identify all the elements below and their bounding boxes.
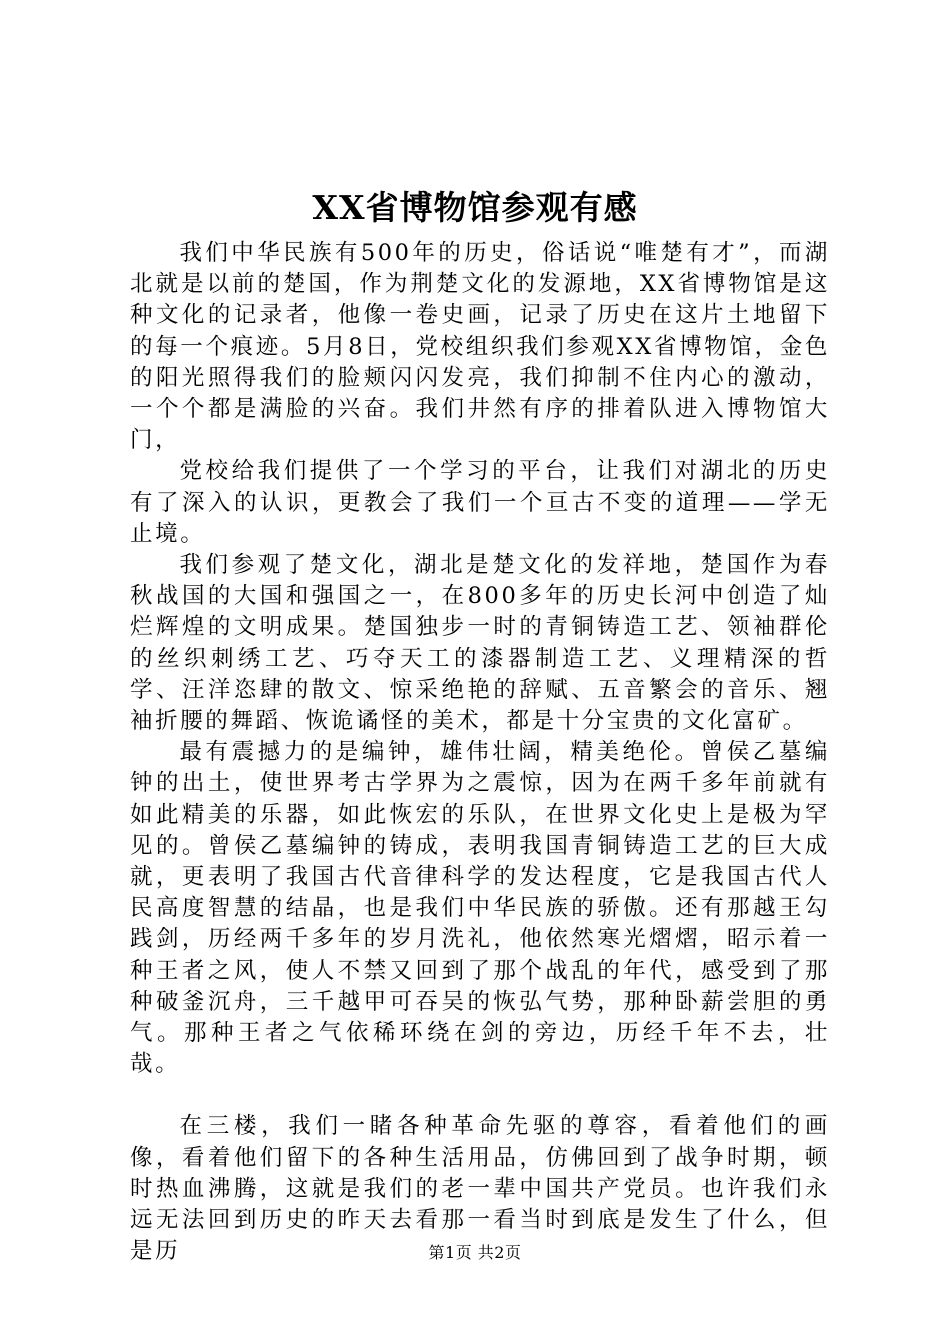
paragraph: 在三楼，我们一睹各种革命先驱的尊容，看着他们的画像，看着他们留下的各种生活用品，仿佛回到了战争时期，顿时热血沸腾，这就是我们的老一辈中国共产党员。也许我们永远无法回到历史的昨天去看那一看当时到底是发生了什么，但是历 [130,1113,830,1265]
paragraph: 党校给我们提供了一个学习的平台，让我们对湖北的历史有了深入的认识，更教会了我们一个亘古不变的道理——学无止境。 [130,458,830,547]
page-footer: 第1页 共2页 [428,1243,522,1262]
paragraph: 我们参观了楚文化，湖北是楚文化的发祥地，楚国作为春秋战国的大国和强国之一，在800多年的历史长河中创造了灿烂辉煌的文明成果。楚国独步一时的青铜铸造工艺、领袖群伦的丝织刺绣工艺、巧夺天工的漆器制造工艺、义理精深的哲学、汪洋恣肆的散文、惊采绝艳的辞赋、五音繁会的音乐、翘袖折腰的舞蹈、恢诡谲怪的美术，都是十分宝贵的文化富矿。 [130,552,830,735]
paragraph: 最有震撼力的是编钟，雄伟壮阔，精美绝伦。曾侯乙墓编钟的出土，使世界考古学界为之震惊，因为在两千多年前就有如此精美的乐器，如此恢宏的乐队，在世界文化史上是极为罕见的。曾侯乙墓编钟的铸成，表明我国青铜铸造工艺的巨大成就，更表明了我国古代音律科学的发达程度，它是我国古代人民高度智慧的结晶，也是我们中华民族的骄傲。还有那越王勾践剑，历经两千多年的岁月洗礼，他依然寒光熠熠，昭示着一种王者之风，使人不禁又回到了那个战乱的年代，感受到了那种破釜沉舟，三千越甲可吞吴的恢弘气势，那种卧薪尝胆的勇气。那种王者之气依稀环绕在剑的旁边，历经千年不去，壮哉。 [130,739,830,1078]
document-title: XX省博物馆参观有感 [312,188,638,227]
paragraph: 我们中华民族有500年的历史，俗话说“唯楚有才”，而湖北就是以前的楚国，作为荆楚文化的发源地，XX省博物馆是这种文化的记录者，他像一卷史画，记录了历史在这片土地留下的每一个痕迹。5月8日，党校组织我们参观XX省博物馆，金色的阳光照得我们的脸颊闪闪发亮，我们抑制不住内心的激动，一个个都是满脸的兴奋。我们井然有序的排着队进入博物馆大门， [130,240,830,454]
document-body [130,238,830,1268]
